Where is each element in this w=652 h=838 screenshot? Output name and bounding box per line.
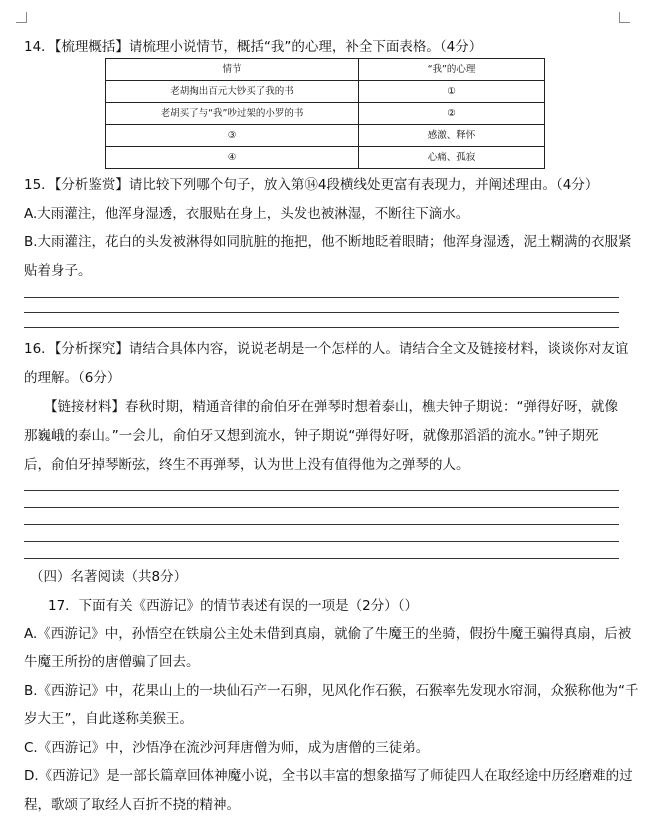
q15-answer-line-2[interactable] [24,312,619,313]
q15-answer-line-1[interactable] [24,297,619,298]
page-corner-mark-right [619,12,630,23]
q17-option-c: C.《西游记》中，沙悟净在流沙河拜唐僧为师，成为唐僧的三徒弟。 [24,740,430,756]
q17-option-d-line2: 程，歌颂了取经人百折不挠的精神。 [24,797,240,813]
q14-stem: 14．【梳理概括】请梳理小说情节，概括“我”的心理，补全下面表格。（4分） [24,39,483,55]
q17-option-a-line2: 牛魔王所扮的唐僧骗了回去。 [24,654,200,670]
section-4-heading: （四）名著阅读（共8分） [30,569,188,585]
q17-option-a-line1: A.《西游记》中，孙悟空在铁扇公主处未借到真扇，就偷了牛魔王的坐骑，假扮牛魔王骗得真扇，后被 [24,626,632,642]
q14-header-plot: 情节 [106,59,359,81]
q16-answer-line-5[interactable] [24,558,619,559]
table-row [106,125,545,147]
q14-cell-psychology-1: ① [359,81,545,103]
table-row [106,103,545,125]
q15-option-b-line1: B.大雨灌注，花白的头发被淋得如同肮脏的拖把，他不断地眨着眼睛；他浑身湿透，泥土糊满的衣服紧 [24,234,632,250]
q16-material-line3: 后，俞伯牙掉琴断弦，终生不再弹琴，认为世上没有值得他为之弹琴的人。 [24,457,470,473]
q15-answer-line-3[interactable] [24,327,619,328]
q14-cell-psychology-4: 心痛、孤寂 [359,147,545,169]
q14-cell-psychology-3: 感激、释怀 [359,125,545,147]
q16-answer-line-3[interactable] [24,524,619,525]
q14-table-header-row [106,59,545,81]
q17-option-b-line2: 岁大王”，自此遂称美猴王。 [24,711,193,727]
q16-material-line2: 那巍峨的泰山。”一会儿，俞伯牙又想到流水，钟子期说“弹得好呀，就像那滔滔的流水。”钟子期死 [24,428,599,444]
q14-header-psychology: “我”的心理 [359,59,545,81]
q17-option-d-line1: D.《西游记》是一部长篇章回体神魔小说，全书以丰富的想象描写了师徒四人在取经途中历经磨难的过 [24,768,633,784]
q16-answer-line-4[interactable] [24,541,619,542]
q16-stem-line1: 16．【分析探究】请结合具体内容，说说老胡是一个怎样的人。请结合全文及链接材料，谈谈你对友谊 [24,341,629,357]
q15-option-a: A.大雨灌注，他浑身湿透，衣服贴在身上，头发也被淋湿，不断往下滴水。 [24,206,470,222]
q17-option-b-line1: B.《西游记》中，花果山上的一块仙石产一石卵，见风化作石猴，石猴率先发现水帘洞，众猴称他为“千 [24,683,639,699]
q15-option-b-line2: 贴着身子。 [24,263,92,279]
q14-cell-plot-3: ③ [106,125,359,147]
q17-stem: 17．下面有关《西游记》的情节表述有误的一项是（2分）（） [48,598,419,614]
table-row [106,81,545,103]
q16-stem-line2: 的理解。（6分） [24,370,121,386]
q14-cell-plot-2: 老胡买了与“我”吵过架的小罗的书 [106,103,359,125]
q14-cell-psychology-2: ② [359,103,545,125]
q14-cell-plot-4: ④ [106,147,359,169]
q14-table [105,58,545,169]
q16-answer-line-1[interactable] [24,490,619,491]
q16-answer-line-2[interactable] [24,507,619,508]
q14-cell-plot-1: 老胡掏出百元大钞买了我的书 [106,81,359,103]
page-corner-mark-left [16,12,27,23]
table-row [106,147,545,169]
q16-material-line1: 【链接材料】春秋时期，精通音律的俞伯牙在弹琴时想着泰山，樵夫钟子期说：“弹得好呀，就像 [44,399,618,415]
q15-stem: 15．【分析鉴赏】请比较下列哪个句子，放入第⑭4段横线处更富有表现力，并阐述理由。（4分） [24,177,599,193]
